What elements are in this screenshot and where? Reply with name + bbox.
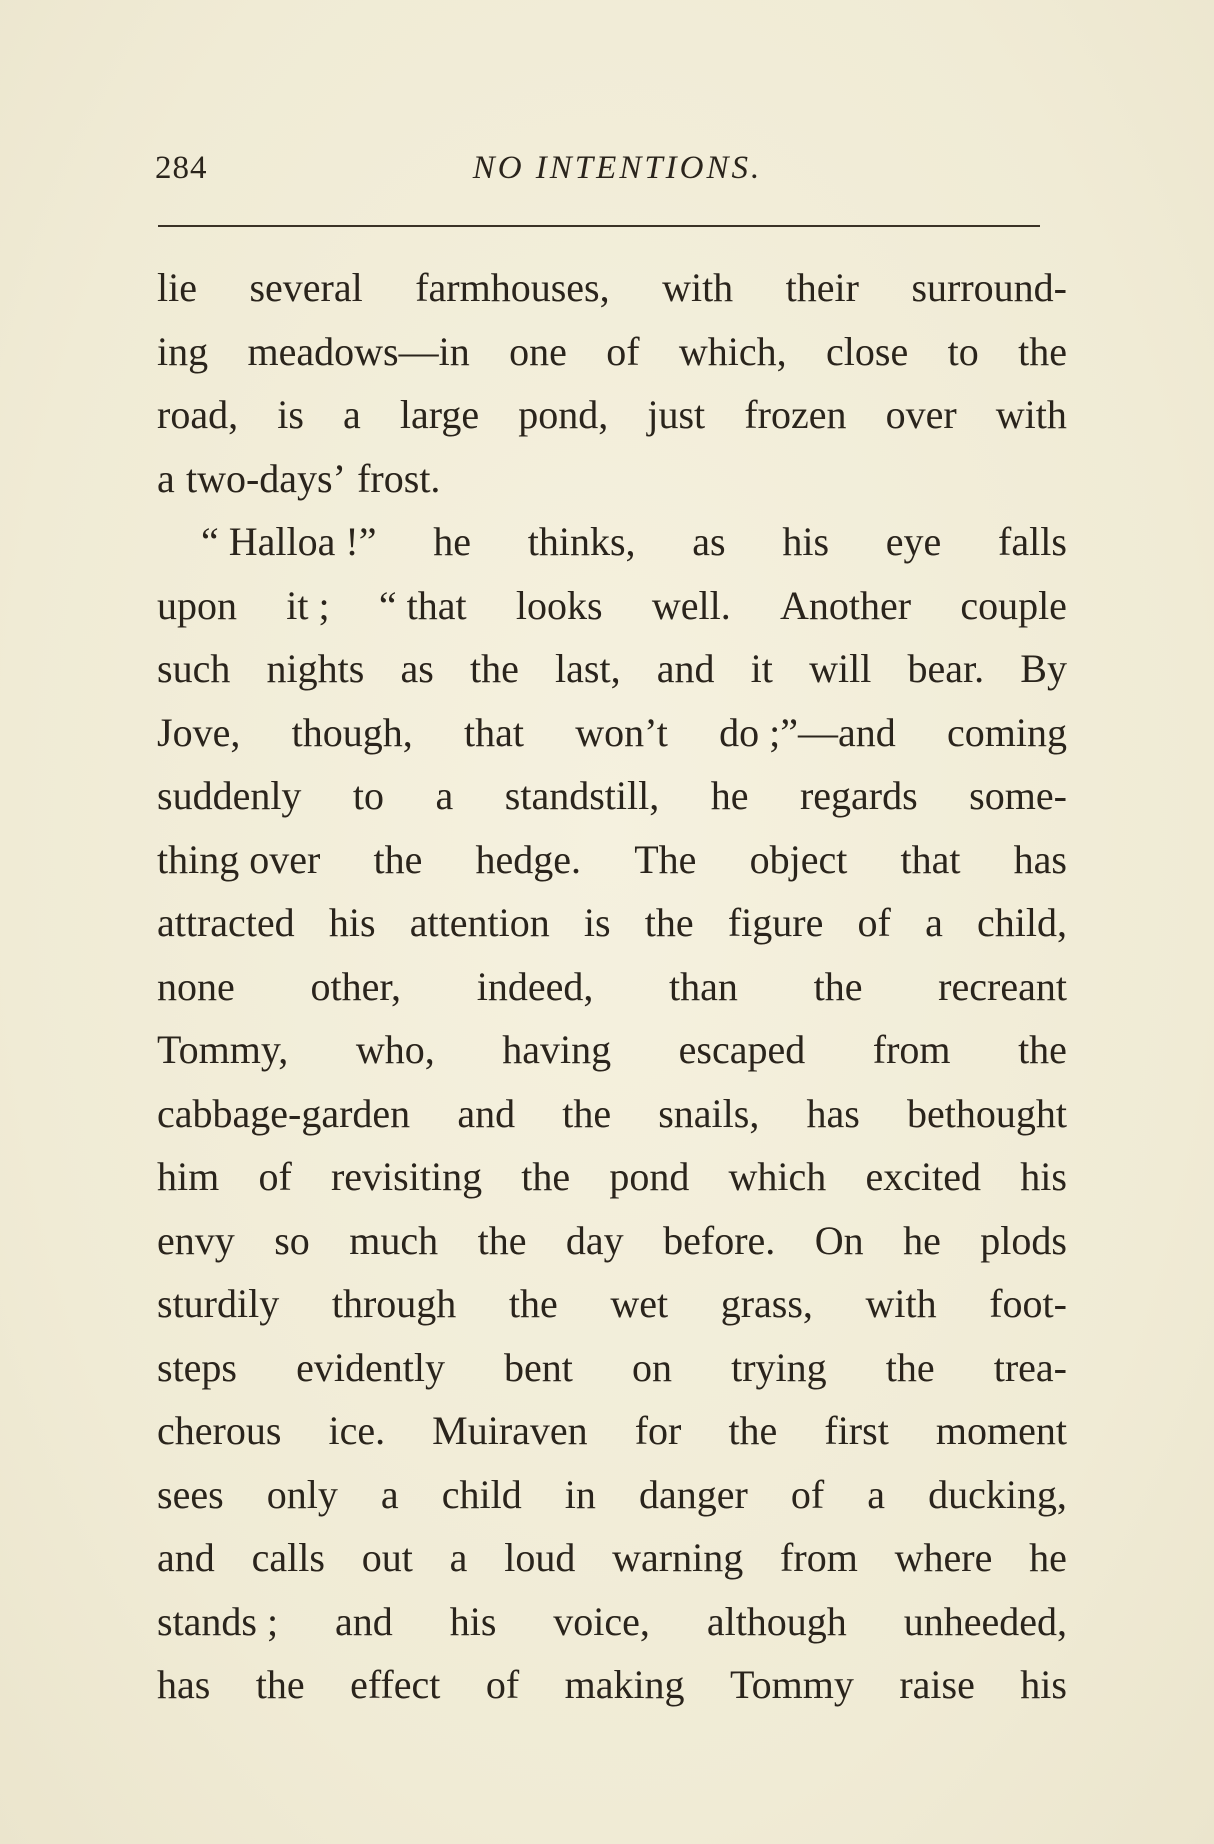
- word: first: [824, 1408, 889, 1453]
- word: danger: [638, 1471, 748, 1517]
- word: frost.: [357, 455, 441, 501]
- word: foot-: [989, 1281, 1067, 1326]
- word: one: [509, 328, 567, 374]
- word: the: [885, 1344, 935, 1390]
- word: wet: [610, 1281, 669, 1326]
- word: last,: [555, 646, 621, 691]
- word: he: [710, 773, 749, 818]
- word: The: [634, 836, 697, 882]
- text-line: [157, 764, 1067, 828]
- word: trea-: [993, 1344, 1067, 1390]
- text-line: [157, 574, 1067, 638]
- word: has: [157, 1662, 211, 1707]
- word: the: [477, 1217, 527, 1263]
- word: none: [157, 963, 235, 1009]
- word: trying: [731, 1344, 827, 1390]
- word: two-days’: [185, 455, 346, 501]
- word: is: [277, 392, 304, 437]
- text-line: [157, 1145, 1067, 1209]
- word: escaped: [678, 1027, 806, 1072]
- word: he: [433, 519, 471, 564]
- text-line: [157, 1526, 1067, 1590]
- word: who,: [355, 1027, 435, 1072]
- word: unheeded,: [903, 1598, 1067, 1644]
- word: and: [335, 1598, 393, 1644]
- word: thinks,: [527, 519, 636, 564]
- word: standstill,: [504, 773, 660, 818]
- word: with: [865, 1281, 937, 1326]
- word: warning: [612, 1535, 744, 1580]
- word: in: [564, 1471, 596, 1517]
- word: frozen: [744, 392, 847, 437]
- word: a: [449, 1535, 468, 1580]
- word: pond: [609, 1154, 690, 1199]
- word: just: [647, 392, 706, 437]
- word: the: [255, 1662, 305, 1707]
- text-line: [157, 1082, 1067, 1146]
- word: evidently: [296, 1344, 445, 1390]
- word: close: [826, 328, 909, 374]
- word: as: [692, 519, 726, 564]
- word: the: [373, 836, 423, 882]
- text-line: [157, 1336, 1067, 1400]
- word: that: [900, 836, 961, 882]
- header-rule: [158, 225, 1040, 227]
- text-line: [157, 955, 1067, 1019]
- word: the: [1018, 328, 1067, 374]
- word: has: [1013, 836, 1067, 882]
- text-line: [157, 1018, 1067, 1082]
- word: before.: [663, 1217, 776, 1263]
- word: do ;”—and: [719, 709, 896, 755]
- word: although: [706, 1598, 847, 1644]
- word: figure: [727, 900, 824, 945]
- word: making: [564, 1662, 685, 1707]
- word: with: [995, 392, 1067, 437]
- word: Tommy: [730, 1662, 854, 1707]
- word: moment: [935, 1408, 1067, 1453]
- text-line: [157, 1463, 1067, 1527]
- word: couple: [960, 582, 1067, 628]
- word: to: [352, 773, 385, 818]
- word: much: [349, 1217, 439, 1263]
- word: than: [669, 963, 738, 1009]
- word: lie: [157, 265, 197, 310]
- word: voice,: [553, 1598, 650, 1644]
- text-line: [157, 447, 1067, 511]
- word: of: [606, 328, 640, 374]
- word: on: [632, 1344, 673, 1390]
- word: grass,: [720, 1281, 813, 1326]
- word: and: [457, 1090, 516, 1136]
- word: looks: [515, 582, 603, 628]
- word: stands ;: [157, 1598, 279, 1644]
- word: calls: [251, 1535, 325, 1580]
- running-title: NO INTENTIONS.: [472, 150, 763, 186]
- word: Jove,: [157, 709, 241, 755]
- word: him: [157, 1154, 220, 1199]
- word: hedge.: [475, 836, 582, 882]
- word: the: [562, 1090, 612, 1136]
- text-line: [157, 1399, 1067, 1463]
- word: the: [1018, 1027, 1067, 1072]
- word: ice.: [328, 1408, 386, 1453]
- word: revisiting: [330, 1154, 483, 1199]
- word: over: [885, 392, 957, 437]
- word: as: [400, 646, 434, 691]
- word: the: [508, 1281, 558, 1326]
- word: child,: [977, 900, 1067, 945]
- word: it ;: [286, 582, 330, 628]
- word: a: [380, 1471, 399, 1517]
- word: snails,: [658, 1090, 760, 1136]
- word: to: [947, 328, 979, 374]
- word: is: [583, 900, 611, 945]
- word: from: [872, 1027, 951, 1072]
- word: upon: [157, 582, 237, 628]
- word: out: [361, 1535, 413, 1580]
- word: his: [328, 900, 376, 945]
- word: where: [894, 1535, 993, 1580]
- word: well.: [651, 582, 731, 628]
- word: will: [809, 646, 872, 691]
- word: meadows—in: [247, 328, 470, 374]
- word: “ that: [378, 582, 467, 628]
- word: through: [331, 1281, 457, 1326]
- word: bear.: [907, 646, 985, 691]
- word: some-: [969, 773, 1067, 818]
- word: “ Halloa !”: [201, 519, 377, 564]
- word: bent: [504, 1344, 573, 1390]
- word: has: [806, 1090, 860, 1136]
- word: cherous: [157, 1408, 282, 1453]
- body-text: [157, 256, 1067, 1717]
- word: envy: [157, 1217, 235, 1263]
- word: cabbage-garden: [157, 1090, 411, 1136]
- word: the: [644, 900, 694, 945]
- word: child: [441, 1471, 522, 1517]
- word: excited: [865, 1154, 982, 1199]
- word: suddenly: [157, 773, 302, 818]
- word: pond,: [518, 392, 609, 437]
- text-line: [157, 383, 1067, 447]
- word: with: [662, 265, 734, 310]
- word: several: [249, 265, 363, 310]
- word: farmhouses,: [415, 265, 610, 310]
- word: his: [782, 519, 830, 564]
- text-line: [157, 891, 1067, 955]
- word: the: [521, 1154, 571, 1199]
- word: only: [266, 1471, 338, 1517]
- word: having: [502, 1027, 612, 1072]
- word: large: [399, 392, 480, 437]
- word: which: [728, 1154, 827, 1199]
- word: the: [469, 646, 519, 691]
- word: raise: [899, 1662, 975, 1707]
- word: ducking,: [928, 1471, 1067, 1517]
- word: and: [656, 646, 715, 691]
- text-line: [157, 828, 1067, 892]
- word: ing: [157, 328, 209, 374]
- text-line: [157, 637, 1067, 701]
- word: indeed,: [476, 963, 594, 1009]
- text-line: [157, 320, 1067, 384]
- word: of: [485, 1662, 520, 1707]
- word: attention: [409, 900, 550, 945]
- word: steps: [157, 1344, 237, 1390]
- text-line: [157, 701, 1067, 765]
- word: the: [728, 1408, 778, 1453]
- word: for: [634, 1408, 682, 1453]
- word: eye: [885, 519, 942, 564]
- word: it: [750, 646, 773, 691]
- text-line: [157, 1590, 1067, 1654]
- word: he: [1029, 1535, 1067, 1580]
- word: the: [813, 963, 863, 1009]
- text-line: [157, 1653, 1067, 1717]
- text-line: [157, 1209, 1067, 1273]
- word: recreant: [938, 963, 1067, 1009]
- word: though,: [291, 709, 413, 755]
- word: which,: [678, 328, 787, 374]
- word: coming: [947, 709, 1067, 755]
- word: day: [565, 1217, 624, 1263]
- word: falls: [998, 519, 1067, 564]
- word: a: [435, 773, 454, 818]
- word: regards: [799, 773, 918, 818]
- word: a: [343, 392, 361, 437]
- word: plods: [980, 1217, 1067, 1263]
- word: attracted: [157, 900, 295, 945]
- text-line: [157, 510, 1067, 574]
- word: such: [157, 646, 231, 691]
- word: sees: [157, 1471, 224, 1517]
- word: a: [157, 455, 175, 501]
- text-line: [157, 256, 1067, 320]
- word: his: [1020, 1154, 1067, 1199]
- word: from: [780, 1535, 858, 1580]
- word: of: [790, 1471, 825, 1517]
- word: his: [1020, 1662, 1067, 1707]
- word: bethought: [906, 1090, 1067, 1136]
- word: Tommy,: [157, 1027, 289, 1072]
- word: Another: [779, 582, 912, 628]
- word: he: [903, 1217, 941, 1263]
- word: nights: [266, 646, 365, 691]
- word: effect: [350, 1662, 441, 1707]
- word: a: [867, 1471, 885, 1517]
- word: thing over: [157, 836, 321, 882]
- word: sturdily: [157, 1281, 280, 1326]
- word: object: [749, 836, 848, 882]
- word: so: [274, 1217, 310, 1263]
- word: that: [463, 709, 524, 755]
- word: other,: [310, 963, 402, 1009]
- word: their: [785, 265, 859, 310]
- word: a: [925, 900, 943, 945]
- word: loud: [504, 1535, 576, 1580]
- text-line: [157, 1272, 1067, 1336]
- word: By: [1020, 646, 1067, 691]
- word: won’t: [575, 709, 668, 755]
- word: of: [857, 900, 891, 945]
- word: Muiraven: [432, 1408, 588, 1453]
- word: his: [449, 1598, 497, 1644]
- page-header: [155, 150, 1060, 200]
- page-number: 284: [155, 150, 208, 186]
- word: On: [814, 1217, 864, 1263]
- word: and: [157, 1535, 215, 1580]
- word: of: [258, 1154, 292, 1199]
- word: surround-: [911, 265, 1067, 310]
- word: road,: [157, 392, 239, 437]
